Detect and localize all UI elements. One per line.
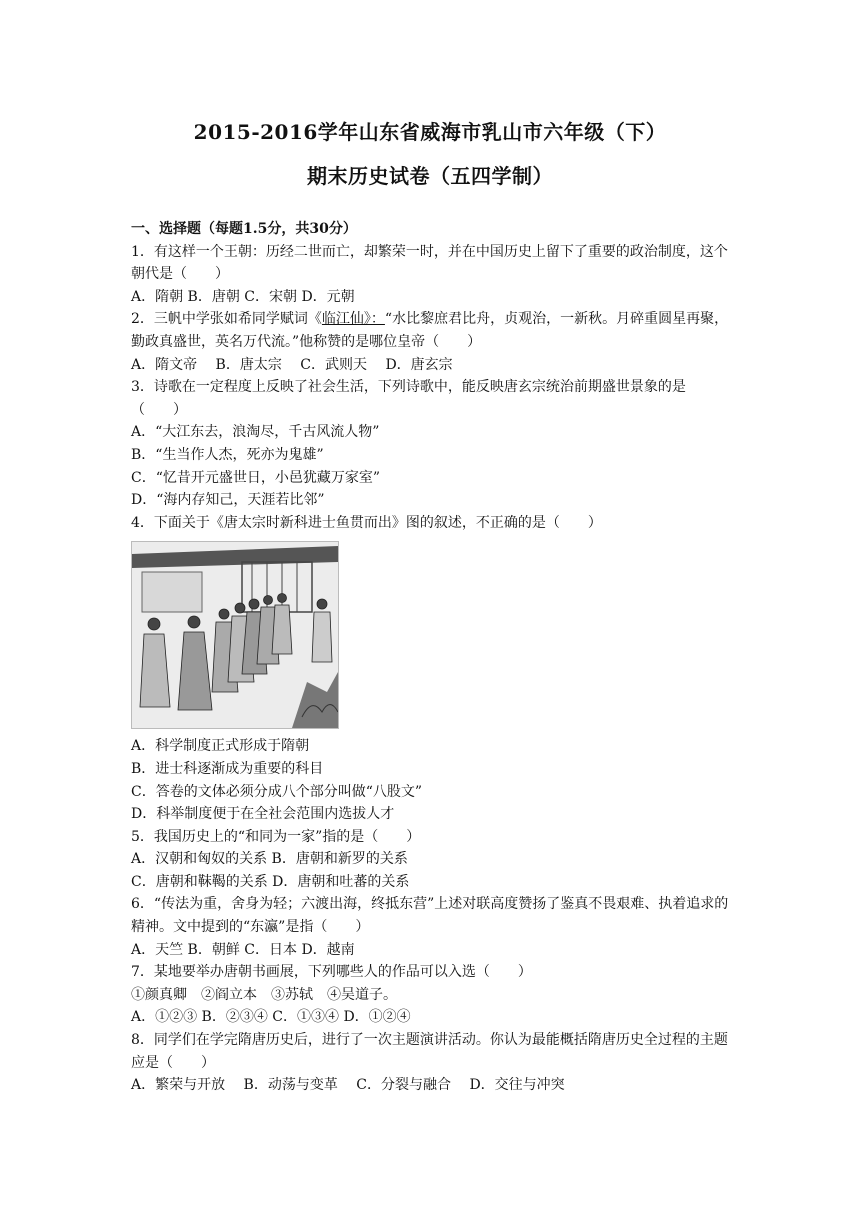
question-7-options: A．①②③ B．②③④ C．①③④ D．①②④ (131, 1009, 411, 1026)
exam-body (131, 218, 733, 1097)
question-3-option-c: C．“忆昔开元盛世日，小邑犹藏万家室” (131, 469, 381, 486)
question-5-options-ab: A．汉朝和匈奴的关系 B．唐朝和新罗的关系 (131, 851, 408, 868)
question-1-stem: 1．有这样一个王朝：历经二世而亡，却繁荣一时，并在中国历史上留下了重要的政治制度，这个朝代是（ ） (131, 243, 728, 283)
question-5-options-cd: C．唐朝和靺鞨的关系 D．唐朝和吐蕃的关系 (131, 873, 410, 890)
question-2-options: A．隋文帝 B．唐太宗 C．武则天 D．唐玄宗 (131, 356, 453, 373)
question-3-option-a: A．“大江东去，浪淘尽，千古风流人物” (131, 424, 380, 441)
question-3-option-b: B．“生当作人杰，死亦为鬼雄” (131, 446, 324, 463)
question-7-items: ①颜真卿 ②阎立本 ③苏轼 ④吴道子。 (131, 986, 397, 1003)
question-2-stem-pre: 2．三帆中学张如希同学赋词《 (131, 311, 322, 328)
question-4-option-b: B．进士科逐渐成为重要的科目 (131, 760, 324, 777)
question-4-option-d: D．科举制度便于在全社会范围内选拔人才 (131, 806, 395, 823)
exam-title-line2: 期末历史试卷（五四学制） (307, 164, 553, 188)
exam-title-line1: 2015-2016学年山东省威海市乳山市六年级（下） (193, 120, 667, 144)
question-8-options: A．繁荣与开放 B．动荡与变革 C．分裂与融合 D．交往与冲突 (131, 1077, 565, 1094)
question-6-stem: 6．“传法为重，舍身为轻；六渡出海，终抵东营”上述对联高度赞扬了鉴真不畏艰难、执着追求的精神。文中提到的“东瀛”是指（ ） (131, 896, 729, 936)
question-6-options: A．天竺 B．朝鲜 C．日本 D．越南 (131, 941, 355, 958)
question-2-stem (131, 308, 733, 353)
question-5-stem: 5．我国历史上的“和同为一家”指的是（ ） (131, 828, 421, 845)
question-3-option-d: D．“海内存知己，天涯若比邻” (131, 492, 325, 509)
question-3-stem: 3．诗歌在一定程度上反映了社会生活，下列诗歌中，能反映唐玄宗统治前期盛世景象的是（ ） (131, 379, 686, 418)
question-4-option-a: A．科学制度正式形成于隋朝 (131, 738, 310, 755)
section-heading: 一、选择题（每题1.5分，共30分） (131, 221, 357, 237)
question-8-stem: 8．同学们在学完隋唐历史后，进行了一次主题演讲活动。你认为最能概括隋唐历史全过程的主题应是（ ） (131, 1032, 728, 1071)
question-4-stem: 4．下面关于《唐太宗时新科进士鱼贯而出》图的叙述，不正确的是（ ） (131, 514, 602, 531)
question-2-stem-quote: “水比黎庶君比舟，贞观治，一新秋。月碎重圆星再聚，勤政真盛世，英名万代流。”他称赞的是哪位皇帝（ ） (131, 311, 729, 350)
question-1-options: A．隋朝 B．唐朝 C．宋朝 D．元朝 (131, 288, 355, 305)
question-7-stem: 7．某地要举办唐朝书画展，下列哪些人的作品可以入选（ ） (131, 964, 532, 981)
poem-title-underlined: 临江仙》： (321, 311, 385, 328)
scholars-illustration (131, 541, 339, 729)
question-4-option-c: C．答卷的文体必须分成八个部分叫做“八股文” (131, 783, 423, 800)
